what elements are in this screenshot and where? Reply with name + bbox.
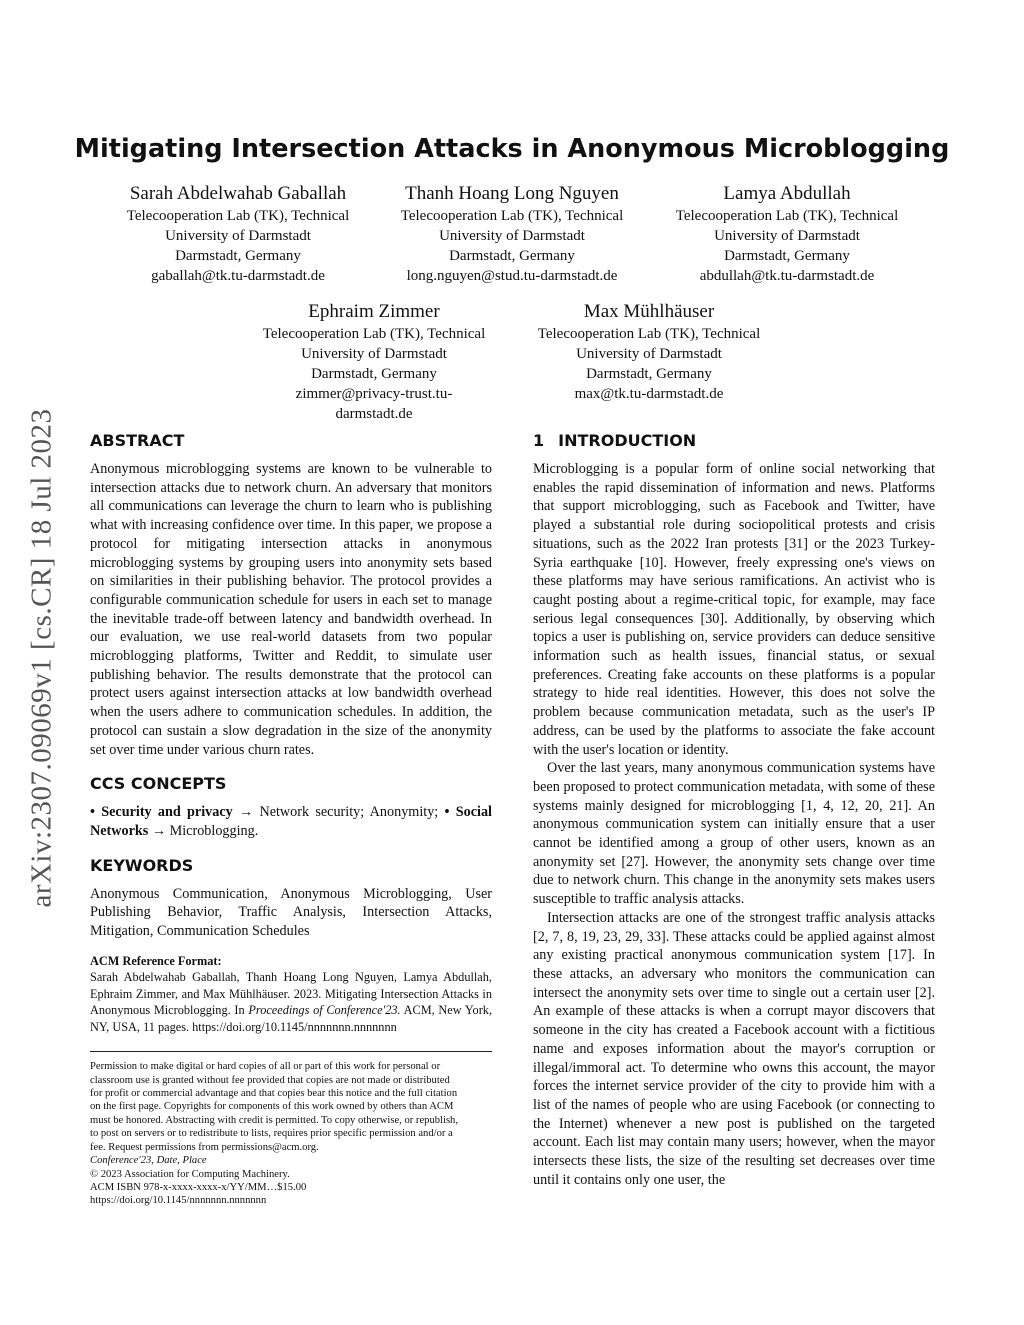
author-affiliation: University of Darmstadt (165, 228, 311, 244)
abstract-text: Anonymous microblogging systems are known to be vulnerable to intersection attacks due to network churn. An adversary that monitors all communications can leverage the churn to learn who is publishing what with increasing confidence over time. In this paper, we propose a protocol for mitigating intersection attacks in anonymous microblogging systems by grouping users into anonymity sets based on similarities in their publishing behavior. The protocol provides a configurable communication schedule for users in each set to manage the inevitable trade-off between latency and bandwidth overhead. In our evaluation, we use real-world datasets from two popular microblogging platforms, Twitter and Reddit, to simulate user publishing behavior. The results demonstrate that the protocol can protect users against intersection attacks at low bandwidth overhead when the users adhere to communication schedules. In addition, the protocol can sustain a slow degradation in the size of the anonymity set over time under various churn rates. (90, 461, 492, 758)
keywords-text: Anonymous Communication, Anonymous Microblogging, User Publishing Behavior, Traffic Analysis, Intersection Attacks, Mitigation, Communication Schedules (90, 885, 492, 940)
ccs-category: • Social Networks (90, 804, 492, 839)
author-email[interactable]: gaballah@tk.tu-darmstadt.de (151, 268, 325, 284)
permission-notice (90, 1060, 492, 1207)
author-name: Sarah Abdelwahab Gaballah (129, 183, 347, 204)
author-name: Lamya Abdullah (723, 183, 851, 204)
arxiv-stamp-text: arXiv:2307.09069v1 [cs.CR] 18 Jul 2023 (25, 407, 58, 908)
author-affiliation: Telecooperation Lab (TK), Technical (537, 326, 761, 342)
paper-title: Mitigating Intersection Attacks in Anonymous Microblogging (74, 134, 950, 164)
section-number: 1 (533, 431, 545, 450)
intro-paragraph: Intersection attacks are one of the strongest traffic analysis attacks [2, 7, 8, 19, 23, 29, 33]. These attacks could be applied against almost any existing practical anonymous communication system [17]. In these attacks, an adversary who monitors the communication can intersect the anonymity sets over time to single out a certain user [2]. An example of these attacks is when a corrupt mayor discovers that someone in the city has created a Facebook account with a fictitious name and exposes information about the mayor's corruption or illegal/immoral act. To determine who owns this account, the mayor forces the internet service provider of the city to provide him with a list of the names of people who are using Facebook (or connecting to the Internet) whenever a new post is published on the targeted account. Each list may contain many users; however, when the mayor intersects these lists, the size of the resulting set decreases over time until it contains only one user, the (533, 909, 935, 1188)
ccs-terms: → Network security; Anonymity; (232, 804, 445, 821)
copyright-line: © 2023 Association for Computing Machinery. (90, 1168, 290, 1180)
author-affiliation: University of Darmstadt (301, 346, 447, 362)
author-block (521, 299, 777, 404)
permission-line: classroom use is granted without fee provided that copies are not made or distributed (90, 1074, 450, 1086)
author-block (384, 181, 640, 286)
author-name: Thanh Hoang Long Nguyen (405, 183, 619, 204)
author-block (659, 181, 915, 286)
conference-info: Conference'23, Date, Place (90, 1155, 207, 1167)
author-affiliation: Telecooperation Lab (TK), Technical (675, 208, 899, 224)
author-affiliation: University of Darmstadt (439, 228, 585, 244)
right-column (533, 430, 935, 1189)
author-affiliation: University of Darmstadt (576, 346, 722, 362)
acm-reference-authors: Sarah Abdelwahab Gaballah, Thanh Hoang Long Nguyen, Lamya Abdullah, Ephraim Zimmer, and Max Mühlhäuser. 2023. Mitigating Intersection Attacks in Anonymous Microblogging. In (90, 970, 492, 1018)
left-column (90, 430, 492, 1208)
author-location: Darmstadt, Germany (724, 248, 850, 264)
abstract-heading: ABSTRACT (90, 431, 185, 450)
author-location: Darmstadt, Germany (175, 248, 301, 264)
author-affiliation: Telecooperation Lab (TK), Technical (126, 208, 350, 224)
keywords-heading: KEYWORDS (90, 855, 194, 875)
author-location: Darmstadt, Germany (586, 366, 712, 382)
section-title: INTRODUCTION (558, 431, 697, 450)
ccs-category: • Security and privacy (90, 804, 233, 821)
permission-line: on the first page. Copyrights for components of this work owned by others than ACM (90, 1101, 454, 1113)
author-block (110, 181, 366, 286)
author-email-continued[interactable]: darmstadt.de (335, 406, 413, 422)
author-block (246, 299, 502, 424)
author-affiliation: Telecooperation Lab (TK), Technical (400, 208, 624, 224)
permission-line: fee. Request permissions from permissions@acm.org. (90, 1141, 319, 1153)
author-email[interactable]: max@tk.tu-darmstadt.de (574, 386, 724, 402)
acm-reference-heading: ACM Reference Format: (90, 953, 222, 968)
author-name: Max Mühlhäuser (583, 301, 715, 322)
permission-line: to post on servers or to redistribute to lists, requires prior specific permission and/or a (90, 1128, 453, 1140)
introduction-heading (533, 430, 935, 452)
author-email[interactable]: long.nguyen@stud.tu-darmstadt.de (406, 268, 618, 284)
author-email[interactable]: abdullah@tk.tu-darmstadt.de (699, 268, 875, 284)
permission-line: must be honored. Abstracting with credit is permitted. To copy otherwise, or republish, (90, 1114, 459, 1126)
author-location: Darmstadt, Germany (311, 366, 437, 382)
ccs-concepts-text (90, 803, 492, 840)
permission-line: for profit or commercial advantage and that copies bear this notice and the full citation (90, 1088, 458, 1100)
intro-paragraph: Over the last years, many anonymous communication systems have been proposed to protect communication metadata, with some of these systems mainly designed for microblogging [1, 4, 12, 20, 21]. An anonymous communication system can initially ensure that a user cannot be identified among a group of other users, known as an anonymity set [27]. However, the anonymity sets change over time due to network churn. This change in the anonymity sets makes users susceptible to traffic analysis attacks. (533, 760, 935, 908)
acm-reference-format (90, 953, 492, 1036)
isbn-line: ACM ISBN 978-x-xxxx-xxxx-x/YY/MM…$15.00 (90, 1181, 307, 1193)
author-location: Darmstadt, Germany (449, 248, 575, 264)
author-email[interactable]: zimmer@privacy-trust.tu- (295, 386, 453, 402)
ccs-terms: → Microblogging. (148, 822, 259, 839)
author-name: Ephraim Zimmer (308, 301, 440, 322)
author-affiliation: University of Darmstadt (714, 228, 860, 244)
acm-reference-details: ACM, New York, NY, USA, 11 pages. https://doi.org/10.1145/nnnnnnn.nnnnnnn (90, 1003, 493, 1034)
footnote-divider (90, 1051, 492, 1052)
acm-reference-venue: Proceedings of Conference'23. (248, 1003, 401, 1018)
acm-reference-text (90, 969, 492, 1035)
ccs-concepts-heading: CCS CONCEPTS (90, 774, 227, 794)
permission-line: Permission to make digital or hard copies of all or part of this work for personal or (90, 1061, 441, 1073)
intro-paragraph: Microblogging is a popular form of online social networking that enables the rapid dissemination of information and news. Platforms that support microblogging, such as Facebook and Twitter, have played a substantial role during sociopolitical protests and crisis situations, such as the 2022 Iran protests [31] or the 2023 Turkey-Syria earthquake [10]. However, freely expressing one's views on these platforms may have serious ramifications. An activist who is caught posting about a regime-critical topic, for example, may face serious legal consequences [30]. Additionally, by observing which topics a user is publishing on, service providers can deduce sensitive information such as health issues, financial status, or sexual preferences. Creating fake accounts on these platforms is a popular strategy to hide real identities. However, this does not solve the problem because communication metadata, such as the user's IP address, can be used by the platforms to associate the fake account with the user's location or identity. (533, 461, 935, 758)
doi-link[interactable]: https://doi.org/10.1145/nnnnnnn.nnnnnnn (90, 1195, 267, 1207)
arxiv-identifier-stamp (22, 370, 62, 945)
author-affiliation: Telecooperation Lab (TK), Technical (262, 326, 486, 342)
